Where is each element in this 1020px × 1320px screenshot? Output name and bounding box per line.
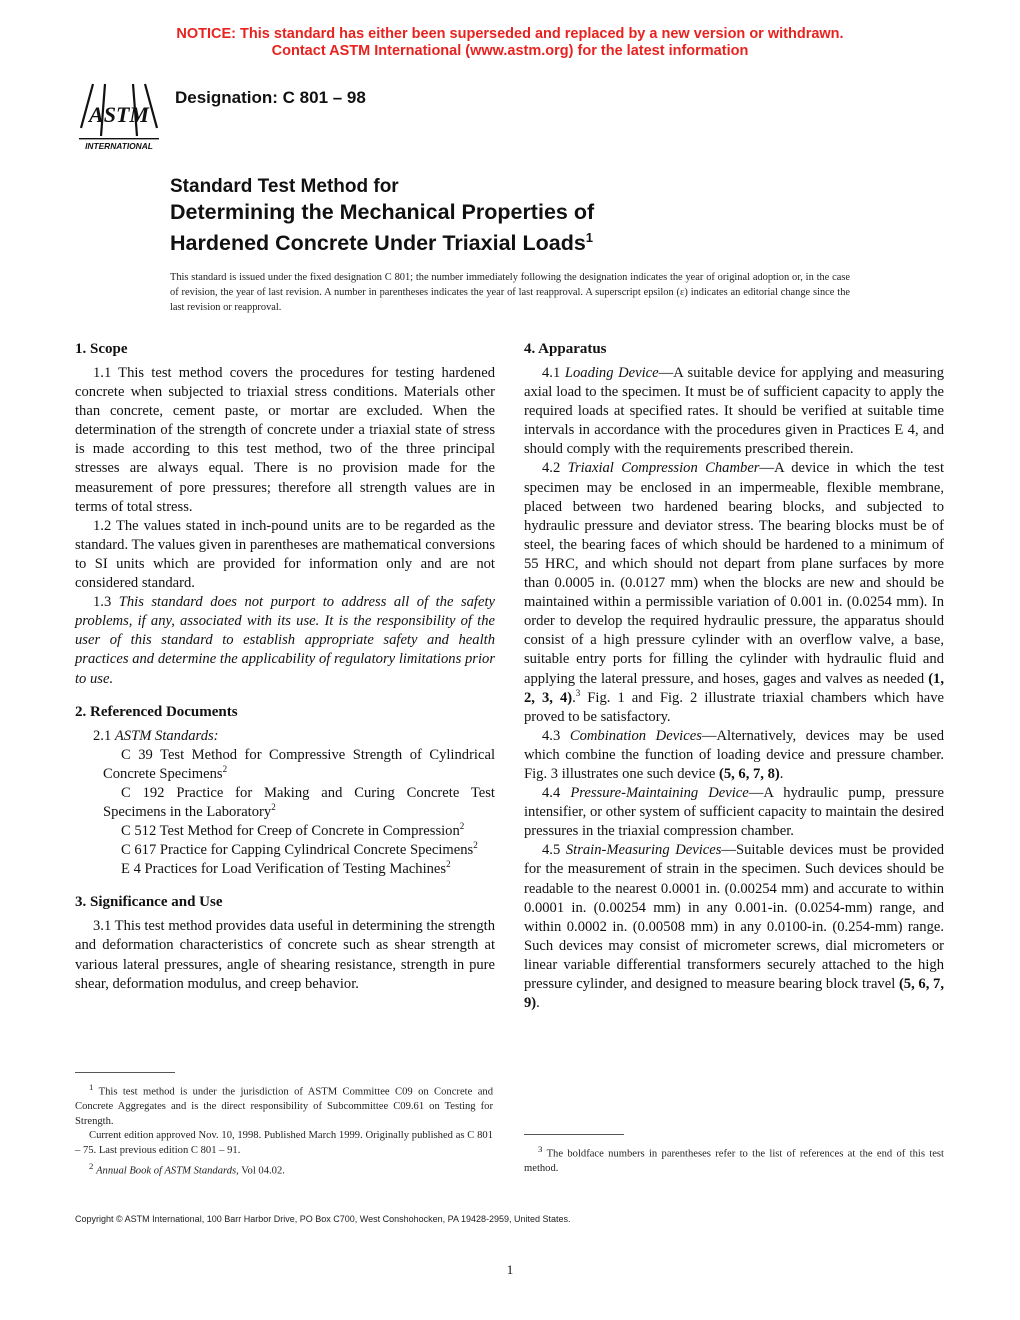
ref-item (75, 746, 495, 784)
significance-3-1: 3.1 This test method provides data useful in determining the strength and deformation characteristics of concrete such as shear strength at various lateral pressures, angle of shearing resistance, strength in pure shear, deformation modulus, and creep behavior. (75, 918, 495, 992)
apparatus-4-5 (524, 841, 944, 1013)
footnote-rule-right (524, 1134, 624, 1135)
ref-item-text: C 512 Test Method for Creep of Concrete in Compression (121, 823, 460, 840)
scope-1-2: 1.2 The values stated in inch-pound units are to be regarded as the standard. The values given in parentheses are mathematical conversions to SI units which are provided for information only and are not considered standard. (75, 517, 495, 592)
significance-heading: 3. Significance and Use (75, 894, 223, 911)
apparatus-4-3-text: —Alternatively, devices may be used which combine the function of loading device and pressure chamber. Fig. 3 illustrates one such device (524, 727, 945, 782)
refdocs-2-1 (75, 727, 495, 746)
apparatus-4-4-term: Pressure-Maintaining Device (570, 785, 749, 802)
issued-note: This standard is issued under the fixed designation C 801; the number immediately following the designation indicates the year of original adoption or, in the case of revision, the year of last revision. A number in parentheses indicates the year of last reapproval. A superscript epsilon (ε) indicates an editorial change since the last revision or reapproval. (170, 272, 850, 313)
apparatus-4-3 (524, 727, 944, 784)
title-line-2: Determining the Mechanical Properties of (170, 200, 595, 224)
page-number: 1 (506, 1262, 514, 1277)
title-line-3 (170, 225, 870, 256)
apparatus-4-3-refs: (5, 6, 7, 8) (718, 765, 780, 782)
refdocs-2-1-text: ASTM Standards: (114, 727, 219, 744)
ref-item (75, 841, 495, 860)
footnote-2-tail: , Vol 04.02. (236, 1165, 285, 1177)
designation: Designation: C 801 – 98 (175, 88, 366, 107)
apparatus-4-2-refs: (1, 2, 3, 4) (524, 670, 944, 706)
right-column (524, 340, 944, 1013)
apparatus-4-2-text: —A device in which the test specimen may be enclosed in an impermeable, flexible membrane, placed between two hardened bearing blocks, and subjected to hydraulic pressure and deviator stress. The bearing blocks must be of steel, the bearing faces of which should be hardened to a minimum of 55 HRC, and which should not depart from plane surfaces by more than 0.0005 in. (0.0127 mm) when the blocks are new and should be maintained within a permissible variation of 0.001 in. (0.0254 mm). In order to develop the required hydraulic pressure, the apparatus should consist of a high pressure cylinder with an overflow valve, a base, suitable entry ports for filling the cylinder with hydraulic fluid and applying the lateral pressure, and hoses, gages and valves as needed (524, 460, 944, 687)
apparatus-4-3-num: 4.3 (542, 727, 570, 744)
apparatus-heading: 4. Apparatus (524, 341, 607, 357)
ref-item-text: C 192 Practice for Making and Curing Concrete Test Specimens in the Laboratory (103, 784, 495, 820)
footnote-1-text: This test method is under the jurisdiction of ASTM Committee C09 on Concrete and Concrete Aggregates and is the direct responsibility of Subcommittee C09.61 on Testing for Strength. (75, 1086, 493, 1127)
title-line-1: Standard Test Method for (170, 176, 399, 197)
apparatus-4-1-term: Loading Device (564, 365, 659, 381)
apparatus-4-2-num: 4.2 (542, 460, 568, 477)
apparatus-4-2-term: Triaxial Compression Chamber (567, 460, 760, 477)
ref-item-sup: 2 (459, 821, 465, 832)
ref-item (75, 822, 495, 841)
footnotes-right (524, 1142, 944, 1177)
ref-item-sup: 2 (222, 763, 228, 774)
footnote-1 (75, 1080, 493, 1129)
apparatus-4-5-tail: . (536, 995, 540, 1012)
apparatus-4-2-sup: 3 (575, 687, 581, 698)
scope-1-3-num: 1.3 (93, 594, 119, 611)
footnote-2 (75, 1159, 493, 1179)
footnote-1-sup: 1 (89, 1082, 94, 1092)
left-column (75, 340, 495, 994)
apparatus-4-3-term: Combination Devices (569, 727, 702, 744)
apparatus-4-5-refs: (5, 6, 7, 9) (524, 976, 944, 1012)
apparatus-4-5-term: Strain-Measuring Devices (565, 842, 722, 859)
ref-item-sup: 2 (473, 840, 478, 851)
ref-item (75, 784, 495, 822)
apparatus-4-5-text: —Suitable devices must be provided for the measurement of strain in the specimen. Such devices should be readable to the nearest 0.0001 in. (0.00254 mm) and accurate to within 0.0001 in. (0.00254 mm) in any 0.001-in. (0.0254-mm) range, and within 0.0002 in. (0.00508 mm) in any 0.0100-in. (0.254-mm) range. Such devices may consist of micrometer screws, dial micrometers or linear variable differential transformers securely attached to the high pressure cylinder, and designed to measure bearing block travel (524, 842, 945, 992)
notice-line-1: NOTICE: This standard has either been superseded and replaced by a new version or withdrawn. (176, 26, 844, 42)
footnote-1b: Current edition approved Nov. 10, 1998. Published March 1999. Originally published as C 801 – 75. Last previous edition C 801 – 91. (75, 1130, 493, 1156)
apparatus-4-1 (524, 364, 944, 459)
apparatus-4-4-num: 4.4 (542, 785, 571, 802)
apparatus-4-4 (524, 784, 944, 841)
apparatus-4-3-tail: . (779, 765, 784, 782)
ref-item-sup: 2 (271, 802, 276, 813)
document-title (170, 175, 870, 256)
supersede-notice (0, 26, 1020, 60)
scope-1-1: 1.1 This test method covers the procedures for testing hardened concrete when subjected to triaxial stress conditions. Materials other than concrete, cement paste, or mortar are excluded. When the determination of the strength of concrete under a triaxial state of stress is made according to this test method, two of the three principal stresses are always equal. There is no provision made for the measurement of pore pressures; therefore all strength values are in terms of total stress. (75, 365, 495, 515)
footnote-3-sup: 3 (538, 1144, 543, 1154)
ref-item-sup: 2 (446, 859, 451, 870)
apparatus-4-4-text: —A hydraulic pump, pressure intensifier, or other system of sufficient capacity to maintain the desired pressures in the triaxial compression chamber. (524, 785, 945, 840)
footnotes-left (75, 1080, 493, 1179)
scope-1-3-text: This standard does not purport to address all of the safety problems, if any, associated with its use. It is the responsibility of the user of this standard to establish appropriate safety and health practices and determine the applicability of regulatory limitations prior to use. (75, 594, 495, 687)
refdocs-heading: 2. Referenced Documents (75, 703, 238, 720)
footnote-3-text: The boldface numbers in parentheses refer to the list of references at the end of this test method. (524, 1148, 944, 1175)
copyright: Copyright © ASTM International, 100 Barr Harbor Drive, PO Box C700, West Conshohocken, PA 19428-2959, United States. (75, 1214, 571, 1224)
apparatus-4-2-tail: Fig. 1 and Fig. 2 illustrate triaxial chambers which have proved to be satisfactory. (524, 689, 944, 725)
scope-heading: 1. Scope (75, 341, 128, 357)
refdocs-2-1-num: 2.1 (93, 727, 115, 744)
ref-item-text: E 4 Practices for Load Verification of Testing Machines (121, 861, 447, 878)
footnote-2-sup: 2 (89, 1160, 94, 1171)
logo-sub: INTERNATIONAL (85, 141, 153, 151)
apparatus-4-1-num: 4.1 (542, 365, 565, 381)
scope-1-3 (75, 593, 495, 688)
apparatus-4-5-num: 4.5 (542, 842, 566, 859)
footnote-2-text: Annual Book of ASTM Standards (96, 1165, 237, 1177)
title-footnote-ref: 1 (585, 230, 594, 245)
ref-item (75, 860, 495, 879)
title-line-3-text: Hardened Concrete Under Triaxial Loads (170, 231, 586, 256)
footnote-rule-left (75, 1072, 175, 1073)
apparatus-4-1-text: —A suitable device for applying and measuring axial load to the specimen. It must be of sufficient capacity to apply the required loads at specified rates. It should be verified at suitable time intervals in accordance with the procedures given in Practices E 4, and should comply with the requirements prescribed therein. (524, 365, 945, 458)
ref-item-text: C 617 Practice for Capping Cylindrical Concrete Specimens (121, 842, 474, 859)
apparatus-4-2: 4.2 Triaxial Compression Chamber—A device in which the test specimen may be enclosed in an impermeable, flexible membrane, placed between two hardened bearing blocks, and subjected to hydraulic pressure and deviator stress. The bearing blocks must be of steel, the bearing faces of which should be hardened to a minimum of 55 HRC, and which should not depart from plane surfaces by more than 0.0005 in. (0.0127 mm) when the blocks are new and should be maintained within a permissible variation of 0.001 in. (0.0254 mm). In order to develop the required hydraulic pressure, the apparatus should consist of a high pressure cylinder with an overflow valve, a base, suitable entry ports for filling the cylinder with hydraulic fluid and applying the lateral pressure, and hoses, gages and valves as needed (1, 2, 3, 4).$^3$ Fig. 1 and Fig. 2 illustrate triaxial chambers which have proved to be satisfactory. (524, 460, 944, 725)
logo-mark: ASTM (89, 102, 149, 127)
notice-line-2: Contact ASTM International (www.astm.org) for the latest information (271, 43, 749, 59)
astm-logo (75, 78, 161, 152)
footnote-3 (524, 1142, 944, 1177)
ref-item-text: C 39 Test Method for Compressive Strength of Cylindrical Concrete Specimens (103, 746, 495, 782)
